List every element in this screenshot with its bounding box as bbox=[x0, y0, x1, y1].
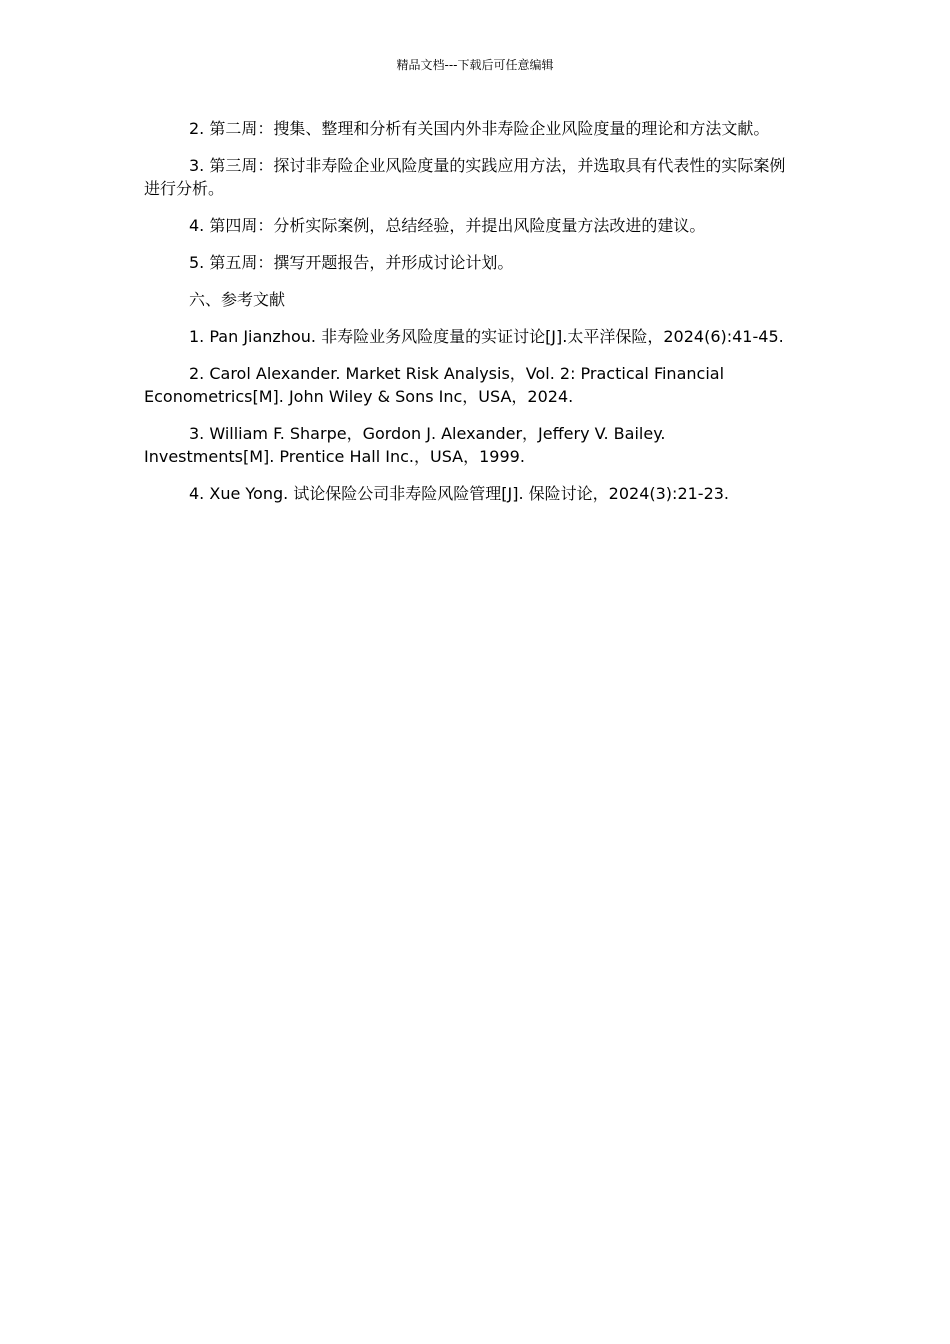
reference-item-4: 4. Xue Yong. 试论保险公司非寿险风险管理[J]. 保险讨论，2024(3):21-23. bbox=[189, 484, 730, 503]
schedule-item-week-4: 4. 第四周：分析实际案例，总结经验，并提出风险度量方法改进的建议。 bbox=[189, 216, 706, 235]
references-heading: 六、参考文献 bbox=[189, 290, 286, 309]
reference-item-1: 1. Pan Jianzhou. 非寿险业务风险度量的实证讨论[J].太平洋保险，2024(6):41-45. bbox=[189, 327, 784, 346]
schedule-item-week-3: 3. 第三周：探讨非寿险企业风险度量的实践应用方法，并选取具有代表性的实际案例进行分析。 bbox=[144, 156, 786, 198]
schedule-item-week-5: 5. 第五周：撰写开题报告，并形成讨论计划。 bbox=[189, 253, 514, 272]
document-body bbox=[144, 117, 794, 519]
reference-item-3: 3. William F. Sharpe，Gordon J. Alexander，Jeffery V. Bailey. Investments[M]. Prentice Hall Inc.，USA，1999. bbox=[144, 424, 666, 466]
schedule-item-week-2: 2. 第二周：搜集、整理和分析有关国内外非寿险企业风险度量的理论和方法文献。 bbox=[189, 119, 770, 138]
page-header: 精品文档---下载后可任意编辑 bbox=[396, 58, 554, 72]
reference-item-2: 2. Carol Alexander. Market Risk Analysis，Vol. 2: Practical Financial Econometrics[M]. John Wiley & Sons Inc，USA，2024. bbox=[144, 364, 725, 406]
